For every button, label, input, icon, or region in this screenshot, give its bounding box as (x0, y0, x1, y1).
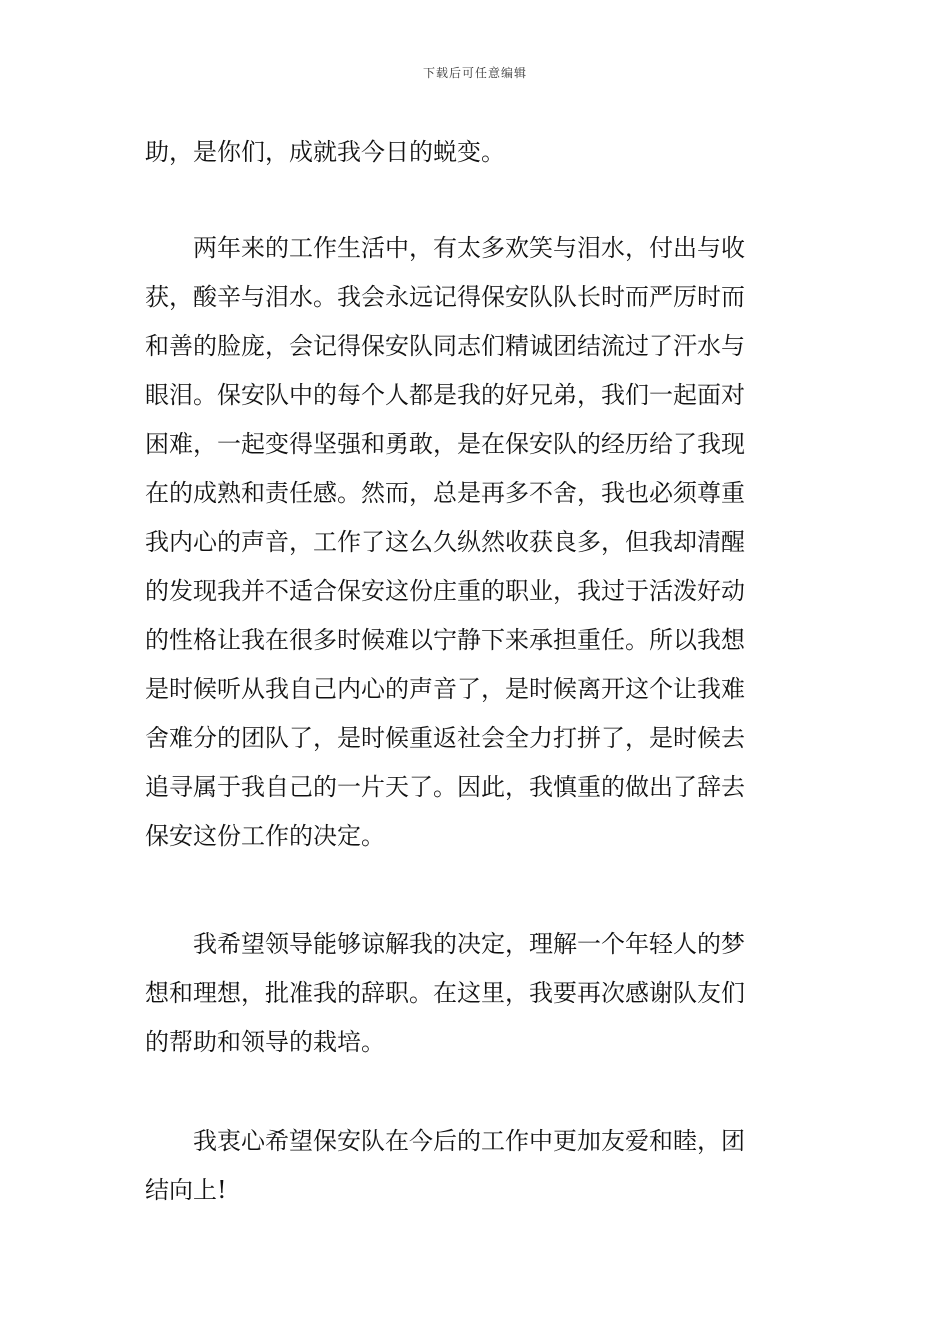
header-note: 下载后可任意编辑 (422, 66, 527, 80)
paragraph-continuation: 助，是你们，成就我今日的蜕变。 (145, 138, 505, 166)
paragraph-experience: 两年来的工作生活中，有太多欢笑与泪水，付出与收 获，酸辛与泪水。我会永远记得保安队队长时而严厉时而 和善的脸庞，会记得保安队同志们精诚团结流过了汗水与 眼泪。保安队中的每个人都是我的好兄弟，我们一起面对 困难，一起变得坚强和勇敢，是在保安队的经历给了我现 在的成熟和责任感。然而，总是再多不舍，我也必须尊重 我内心的声音，工作了这么久纵然收获良多，但我却清醒 的发现我并不适合保安这份庄重的职业，我过于活泼好动 的性格让我在很多时候难以宁静下来承担重任。所以我想 是时候听从我自己内心的声音了，是时候离开这个让我难 舍难分的团队了，是时候重返社会全力打拼了，是时候去 追寻属于我自己的一片天了。因此，我慎重的做出了辞去 保安这份工作的决定。 (145, 234, 745, 850)
paragraph-wishes: 我衷心希望保安队在今后的工作中更加友爱和睦，团 结向上! (145, 1127, 745, 1204)
paragraph-request: 我希望领导能够谅解我的决定，理解一个年轻人的梦 想和理想，批准我的辞职。在这里，我要再次感谢队友们 的帮助和领导的栽培。 (145, 930, 745, 1056)
